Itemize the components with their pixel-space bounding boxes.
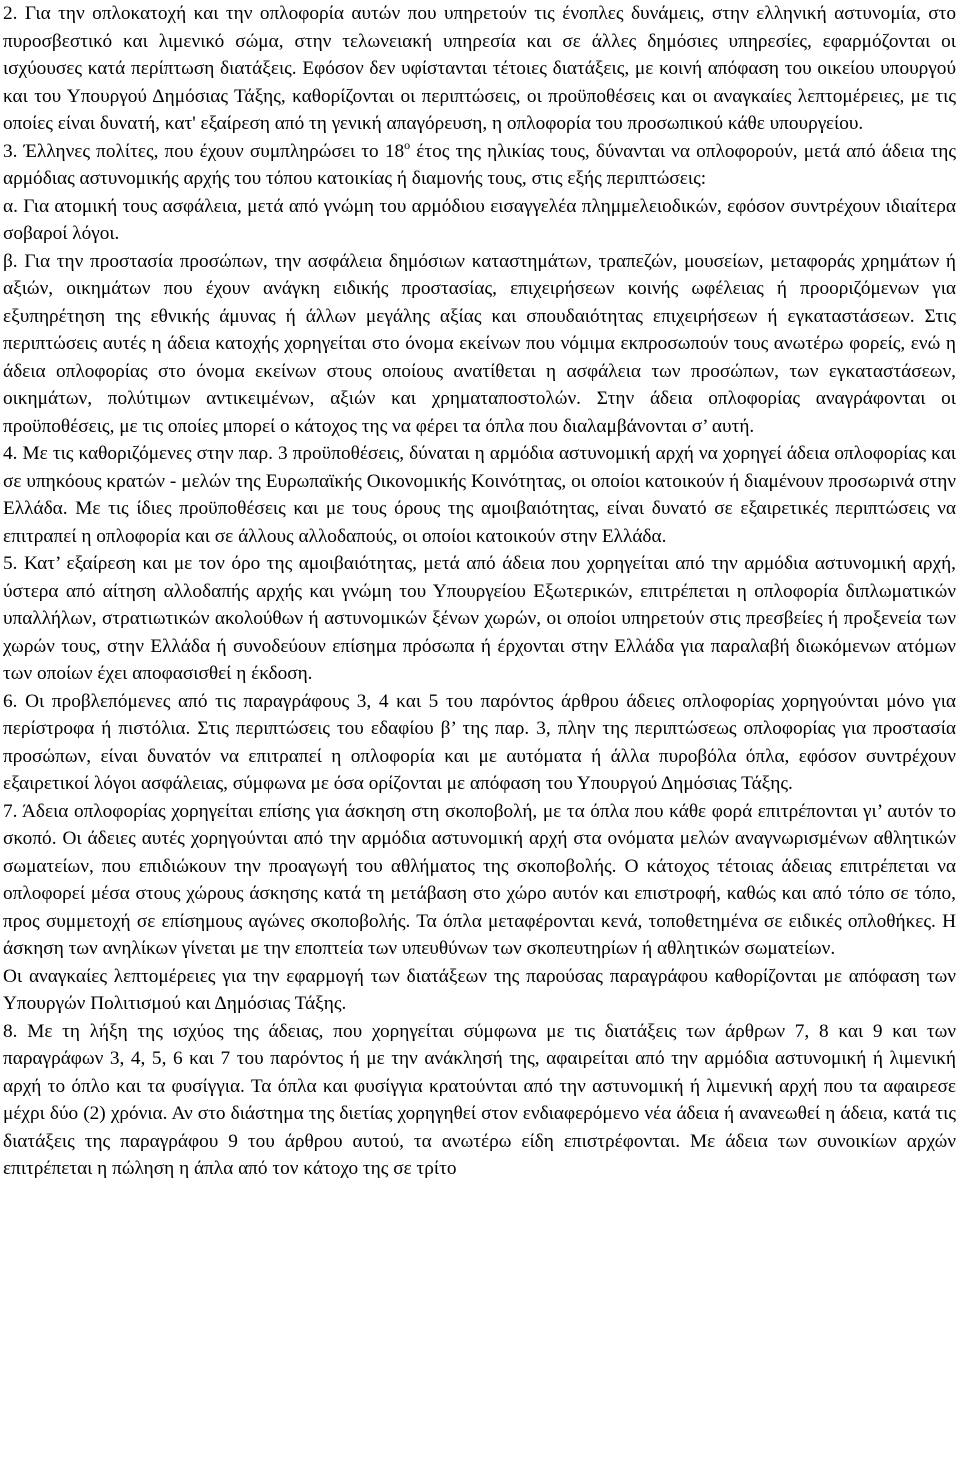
paragraph-3-beta: β. Για την προστασία προσώπων, την ασφάλεια δημόσιων καταστημάτων, τραπεζών, μουσείων, μεταφοράς χρημάτων ή αξιών, οικημάτων που έχουν ανάγκη ειδικής προστασίας, επιχειρήσεων κοινής ωφέλειας ή προοριζόμενων για εξυπηρέτηση της εθνικής άμυνας ή άλλων μεγάλης αξίας και σπουδαιότητας επιχειρήσεων ή εγκαταστάσεων. Στις περιπτώσεις αυτές η άδεια κατοχής χορηγείται στο όνομα εκείνων που νόμιμα εκπροσωπούν τους ανωτέρω φορείς, ενώ η άδεια οπλοφορίας στο όνομα εκείνων στους οποίους ανατίθεται η ασφάλεια των προσώπων, των εγκαταστάσεων, οικημάτων, πολύτιμων αντικειμένων, αξιών και χρηματαποστολών. Στην άδεια οπλοφορίας αναγράφονται οι προϋποθέσεις, με τις οποίες μπορεί ο κάτοχος της να φέρει τα όπλα που διαλαμβάνονται σ’ αυτή. bbox=[3, 250, 956, 437]
paragraph-2: 2. Για την οπλοκατοχή και την οπλοφορία αυτών που υπηρετούν τις ένοπλες δυνάμεις, στην ελληνική αστυνομία, στο πυροσβεστικό και λιμενικό σώμα, στην τελωνειακή υπηρεσία και σε άλλες δημόσιες υπηρεσίες, εφαρμόζονται οι ισχύουσες κατά περίπτωση διατάξεις. Εφόσον δεν υφίστανται τέτοιες διατάξεις, με κοινή απόφαση του οικείου υπουργού και του Υπουργού Δημόσιας Τάξης, καθορίζονται οι περιπτώσεις, οι προϋποθέσεις και οι αναγκαίες λεπτομέρειες, με τις οποίες είναι δυνατή, κατ' εξαίρεση από τη γενική απαγόρευση, η οπλοφορία του προσωπικού κάθε υπουργείου. bbox=[3, 3, 956, 134]
paragraph-3 bbox=[3, 138, 956, 193]
paragraph-3-text-start: 3. Έλληνες πολίτες, που έχουν συμπληρώσει το 18 bbox=[3, 140, 405, 162]
paragraph-6: 6. Οι προβλεπόμενες από τις παραγράφους 3, 4 και 5 του παρόντος άρθρου άδειες οπλοφορίας χορηγούνται μόνο για περίστροφα ή πιστόλια. Στις περιπτώσεις του εδαφίου β’ της παρ. 3, πλην της περιπτώσεως οπλοφορίας για προστασία προσώπων, είναι δυνατόν να επιτραπεί η οπλοφορία και με αυτόματα ή άλλα πυροβόλα όπλα, εφόσον συντρέχουν εξαιρετικοί λόγοι ασφάλειας, σύμφωνα με όσα ορίζονται με απόφαση του Υπουργού Δημόσιας Τάξης. bbox=[3, 690, 956, 794]
paragraph-7-details: Οι αναγκαίες λεπτομέρειες για την εφαρμογή των διατάξεων της παρούσας παραγράφου καθορίζονται με απόφαση των Υπουργών Πολιτισμού και Δημόσιας Τάξης. bbox=[3, 965, 956, 1014]
paragraph-3-alpha: α. Για ατομική τους ασφάλεια, μετά από γνώμη του αρμόδιου εισαγγελέα πλημμελειοδικών, εφόσον συντρέχουν ιδιαίτερα σοβαροί λόγοι. bbox=[3, 195, 956, 244]
paragraph-8: 8. Με τη λήξη της ισχύος της άδειας, που χορηγείται σύμφωνα με τις διατάξεις των άρθρων 7, 8 και 9 και των παραγράφων 3, 4, 5, 6 και 7 του παρόντος ή με την ανάκλησή της, αφαιρείται από την αρμόδια αστυνομική ή λιμενική αρχή το όπλο και τα φυσίγγια. Τα όπλα και φυσίγγια κρατούνται από την αστυνομική ή λιμενική αρχή που τα αφαιρεσε μέχρι δύο (2) χρόνια. Αν στο διάστημα της διετίας χορηγηθεί στον ενδιαφερόμενο νέα άδεια ή ανανεωθεί η άδεια, κατά τις διατάξεις της παραγράφου 9 του άρθρου αυτού, τα ανωτέρω είδη επιστρέφονται. Με άδεια των συνοικίων αρχών επιτρέπεται η πώληση η άπλα από τον κάτοχο της σε τρίτο bbox=[3, 1020, 956, 1179]
paragraph-3-text-end: έτος της ηλικίας τους, δύνανται να οπλοφορούν, μετά από άδεια της αρμόδιας αστυνομικής αρχής του τόπου κατοικίας ή διαμονής τους, στις εξής περιπτώσεις: bbox=[3, 140, 956, 189]
paragraph-4: 4. Με τις καθοριζόμενες στην παρ. 3 προϋποθέσεις, δύναται η αρμόδια αστυνομική αρχή να χορηγεί άδεια οπλοφορίας και σε υπηκόους κρατών - μελών της Ευρωπαϊκής Οικονομικής Κοινότητας, οι οποίοι κατοικούν ή διαμένουν προσωρινά στην Ελλάδα. Με τις ίδιες προϋποθέσεις και με τους όρους της αμοιβαιότητας, είναι δυνατό σε εξαιρετικές περιπτώσεις να επιτραπεί η οπλοφορία και σε άλλους αλλοδαπούς, οι οποίοι κατοικούν στην Ελλάδα. bbox=[3, 443, 956, 547]
ordinal-superscript: ο bbox=[404, 137, 411, 152]
paragraph-7: 7. Άδεια οπλοφορίας χορηγείται επίσης για άσκηση στη σκοποβολή, με τα όπλα που κάθε φορά επιτρέπονται γι’ αυτόν το σκοπό. Οι άδειες αυτές χορηγούνται από την αρμόδια αστυνομική αρχή στα ονόματα μελών αναγνωρισμένων αθλητικών σωματείων, που επιδιώκουν την προαγωγή του αθλήματος της σκοποβολής. Ο κάτοχος τέτοιας άδειας επιτρέπεται να οπλοφορεί μέσα στους χώρους άσκησης κατά τη μετάβαση στο χώρο αυτόν και επιστροφή, καθώς και από τόπο σε τόπο, προς συμμετοχή σε επίσημους αγώνες σκοποβολής. Τα όπλα μεταφέρονται κενά, τοποθετημένα σε ειδικές οπλοθήκες. Η άσκηση των ανηλίκων γίνεται με την εποπτεία των υπευθύνων των σκοπευτηρίων ή αθλητικών σωματείων. bbox=[3, 800, 956, 959]
paragraph-5: 5. Κατ’ εξαίρεση και με τον όρο της αμοιβαιότητας, μετά από άδεια που χορηγείται από την αρμόδια αστυνομική αρχή, ύστερα από αίτηση αλλοδαπής αρχής και γνώμη του Υπουργείου Εξωτερικών, επιτρέπεται η οπλοφορία διπλωματικών υπαλλήλων, στρατιωτικών ακολούθων ή αστυνομικών ξένων χωρών, οι οποίοι υπηρετούν στις πρεσβείες ή προξενεία των χωρών τους, στην Ελλάδα ή συνοδεύουν επίσημα πρόσωπα ή έρχονται στην Ελλάδα για παραλαβή διωκόμενων ατόμων των οποίων έχει αποφασισθεί η έκδοση. bbox=[3, 553, 956, 684]
